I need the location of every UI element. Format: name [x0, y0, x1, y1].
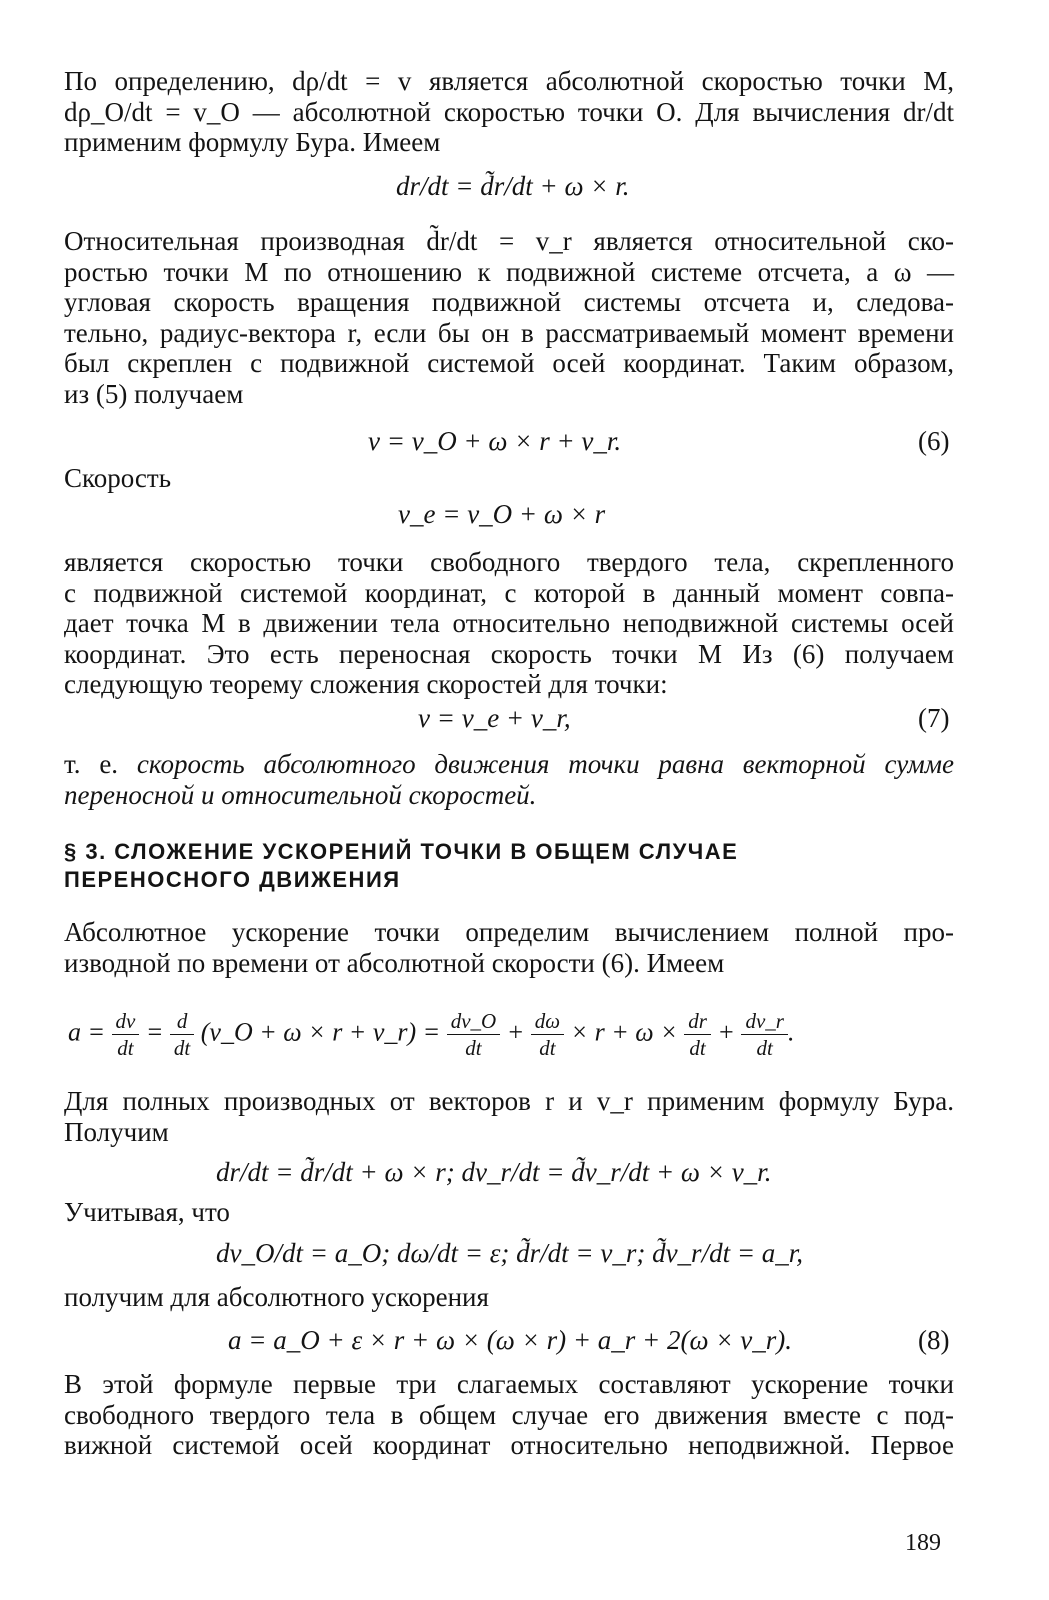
- word-velocity: Скорость: [64, 463, 172, 493]
- equation-acceleration: a = $\frac{dv}{dt}$ = $\frac{d}{dt}$ (v_O + ω × r + v_r) = $\frac{dv\_O}{dt}$ + $\frac{d\omega}{dt}$ × r + ω × $\frac{dr}{dt}$ + $\frac{dv\_r}{dt}$ .: [68, 1009, 795, 1060]
- denominator: dt: [539, 1036, 556, 1060]
- equation-definitions: dv_O/dt = a_O; dω/dt = ε; d̃r/dt = v_r; d̃v_r/dt = a_r,: [216, 1238, 804, 1268]
- eq-term: × r + ω ×: [570, 1017, 678, 1047]
- equation-7: v = v_e + v_r,: [418, 703, 571, 733]
- equation-ve: v_e = v_O + ω × r: [398, 499, 606, 529]
- fraction: [684, 1008, 711, 1061]
- text-line: Для полных производных от векторов r и v_r применим формулу Бура.: [64, 1086, 954, 1116]
- text-line: был скреплен с подвижной системой осей координат. Таким образом,: [64, 348, 954, 378]
- fraction: [170, 1008, 194, 1061]
- text-line: с подвижной системой координат, с которой в данный момент совпа-: [64, 577, 954, 608]
- denominator: dt: [117, 1036, 134, 1060]
- text-line: dρ_O/dt = v_O — абсолютной скоростью точки O. Для вычисления dr/dt: [64, 96, 954, 127]
- numerator: dω: [531, 1008, 564, 1035]
- numerator: dr: [684, 1008, 711, 1035]
- paragraph-3: [64, 547, 954, 700]
- text-line: тельно, радиус-вектора r, если бы он в рассматриваемый момент времени: [64, 317, 954, 348]
- text-line: изводной по времени от абсолютной скорости (6). Имеем: [64, 947, 725, 978]
- fraction: [741, 1008, 788, 1061]
- paragraph-6: [64, 1086, 954, 1147]
- page-number: 189: [905, 1530, 941, 1556]
- denominator: dt: [756, 1036, 773, 1060]
- text-line: По определению, dρ/dt = v является абсолютной скоростью точки M,: [64, 66, 954, 96]
- text-line: ростью точки M по отношению к подвижной системе отсчета, а ω —: [64, 256, 954, 287]
- numerator: d: [170, 1008, 194, 1035]
- text-line: вижной системой осей координат относительно неподвижной. Первое: [64, 1430, 954, 1460]
- equation-8-number: (8): [918, 1325, 950, 1355]
- equation-bour: dr/dt = d̃r/dt + ω × r.: [396, 171, 630, 201]
- text-line: угловая скорость вращения подвижной системы отсчета и, следова-: [64, 287, 954, 317]
- paragraph-2: [64, 226, 954, 409]
- text-line: координат. Это есть переносная скорость точки M Из (6) получаем: [64, 638, 954, 669]
- paragraph-5: [64, 917, 954, 978]
- paragraph-1: [64, 66, 954, 158]
- text-line: свободного твердого тела в общем случае его движения вместе с под-: [64, 1399, 954, 1430]
- fraction: [447, 1008, 501, 1061]
- word-considering: Учитывая, что: [64, 1197, 230, 1227]
- heading-line: § 3. СЛОЖЕНИЕ УСКОРЕНИЙ ТОЧКИ В ОБЩЕМ СЛУЧАЕ: [64, 839, 739, 864]
- paragraph-4: [64, 749, 954, 810]
- denominator: dt: [173, 1036, 191, 1060]
- text-line: [64, 749, 954, 780]
- theorem-text: скорость абсолютного движения точки равна векторной сумме: [136, 749, 955, 779]
- numerator: dv_O: [447, 1008, 501, 1035]
- text-line: применим формулу Бура. Имеем: [64, 127, 441, 157]
- denominator: dt: [465, 1036, 482, 1060]
- eq-term: (v_O + ω × r + v_r) =: [200, 1017, 441, 1047]
- equation-7-number: (7): [918, 703, 950, 733]
- text-line: Относительная производная d̃r/dt = v_r является относительной ско-: [64, 226, 954, 256]
- fraction: [531, 1008, 564, 1061]
- theorem-text: переносной и относительной скоростей.: [64, 779, 537, 810]
- text-line: Получим: [64, 1116, 169, 1147]
- text-line: В этой формуле первые три слагаемых составляют ускорение точки: [64, 1369, 954, 1399]
- text-line: дает точка M в движении тела относительно неподвижной системы осей: [64, 608, 954, 638]
- equation-6: v = v_O + ω × r + v_r.: [368, 426, 622, 456]
- numerator: dv: [112, 1008, 140, 1035]
- equation-6-number: (6): [918, 426, 950, 456]
- numerator: dv_r: [741, 1008, 788, 1035]
- equation-bour-2: dr/dt = d̃r/dt + ω × r; dv_r/dt = d̃v_r/dt + ω × v_r.: [216, 1157, 772, 1187]
- eq-term: a =: [68, 1017, 106, 1047]
- section-heading: [64, 838, 954, 894]
- text-line: следующую теорему сложения скоростей для точки:: [64, 669, 668, 699]
- heading-line: ПЕРЕНОСНОГО ДВИЖЕНИЯ: [64, 867, 401, 892]
- text-line: является скоростью точки свободного твердого тела, скрепленного: [64, 547, 954, 577]
- text-line: из (5) получаем: [64, 378, 244, 409]
- denominator: dt: [689, 1036, 706, 1060]
- paragraph-8: [64, 1369, 954, 1461]
- paragraph-7: получим для абсолютного ускорения: [64, 1282, 489, 1312]
- prefix: т. е.: [64, 749, 119, 779]
- fraction: [112, 1008, 140, 1061]
- text-line: Абсолютное ускорение точки определим вычислением полной про-: [64, 917, 954, 947]
- equation-8: a = a_O + ε × r + ω × (ω × r) + a_r + 2(ω × v_r).: [228, 1325, 793, 1355]
